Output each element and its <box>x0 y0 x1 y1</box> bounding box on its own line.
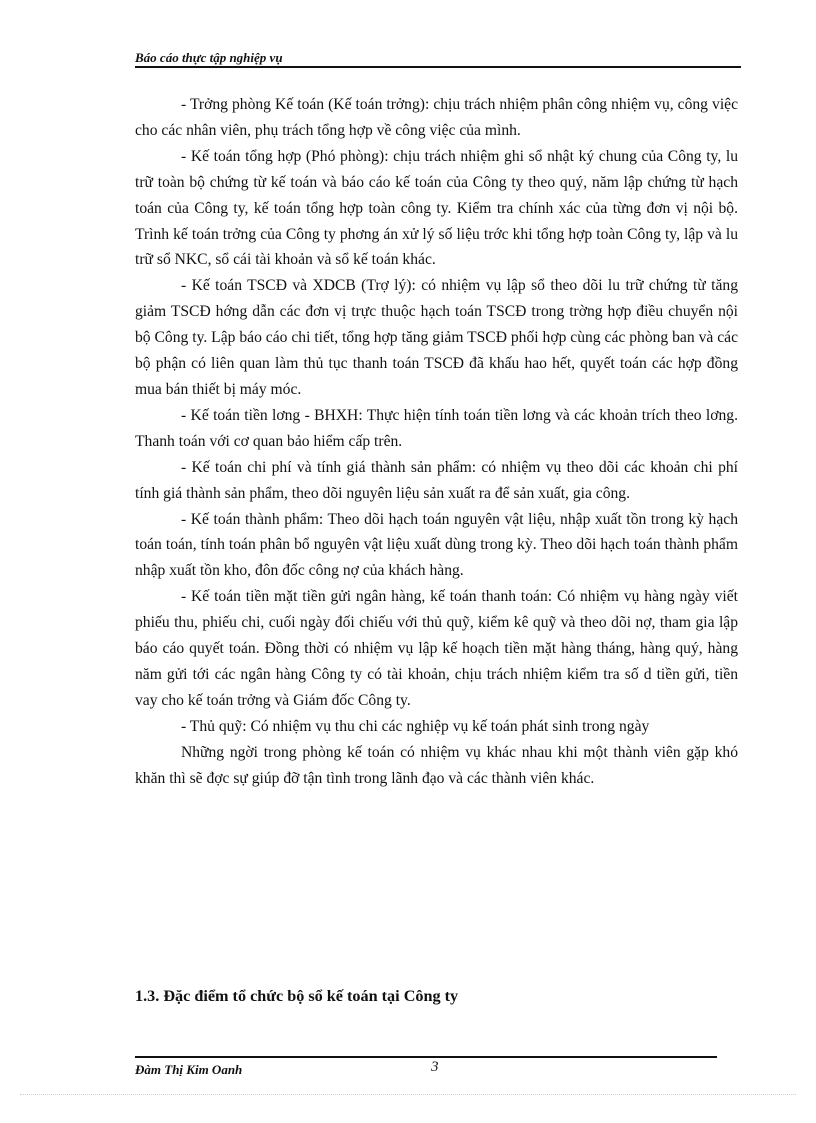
body-text <box>135 92 738 791</box>
paragraph-team-support: Những ngời trong phòng kế toán có nhiệm vụ khác nhau khi một thành viên gặp khó khăn thì sẽ đợc sự giúp đỡ tận tình trong lãnh đạo và các thành viên khác. <box>135 743 738 787</box>
footer-divider <box>135 1056 717 1058</box>
paragraph-finished-goods-accountant: - Kế toán thành phẩm: Theo dõi hạch toán nguyên vật liệu, nhập xuất tồn trong kỳ hạch toán toán, tính toán phân bổ nguyên vật liệu xuất dùng trong kỳ. Theo dõi hạch toán thành phẩm nhập xuất tồn kho, đôn đốc công nợ của khách hàng. <box>135 510 738 580</box>
paragraph-general-accountant: - Kế toán tổng hợp (Phó phòng): chịu trách nhiệm ghi sổ nhật ký chung của Công ty, lu trữ toàn bộ chứng từ kế toán và báo cáo kế toán của Công ty theo quý, năm lập chứng từ hạch toán của Công ty, kế toán tổng hợp toàn công ty. Kiểm tra chính xác của từng đơn vị nội bộ. Trình kế toán trởng của Công ty phơng án xử lý số liệu trớc khi tổng hợp toàn Công ty, lập và lu trữ sổ NKC, sổ cái tài khoản và sổ kế toán khác. <box>135 147 738 269</box>
header-title: Báo cáo thực tập nghiệp vụ <box>135 50 283 65</box>
page-bottom-border <box>20 1094 796 1095</box>
footer-author: Đàm Thị Kim Oanh <box>135 1062 243 1076</box>
paragraph-cashier: - Thủ quỹ: Có nhiệm vụ thu chi các nghiệp vụ kế toán phát sinh trong ngày <box>181 717 650 735</box>
paragraph-chief-accountant: - Trởng phòng Kế toán (Kế toán trởng): chịu trách nhiệm phân công nhiệm vụ, công việc cho các nhân viên, phụ trách tổng hợp về công việc của mình. <box>135 96 738 139</box>
page-number: 3 <box>431 1059 439 1075</box>
paragraph-fixed-asset-accountant: - Kế toán TSCĐ và XDCB (Trợ lý): có nhiệm vụ lập sổ theo dõi lu trữ chứng từ tăng giảm TSCĐ hớng dẫn các đơn vị trực thuộc hạch toán TSCĐ trong trờng hợp điều chuyển nội bộ Công ty. Lập báo cáo chi tiết, tổng hợp tăng giảm TSCĐ phối hợp cùng các phòng ban và các bộ phận có liên quan làm thủ tục thanh toán TSCĐ đã khấu hao hết, quyết toán các hợp đồng mua bán thiết bị máy móc. <box>135 277 738 398</box>
paragraph-cash-accountant: - Kế toán tiền mặt tiền gửi ngân hàng, kế toán thanh toán: Có nhiệm vụ hàng ngày viết phiếu thu, phiếu chi, cuối ngày đối chiếu với thủ quỹ, kiểm kê quỹ và theo dõi nợ, tham gia lập báo cáo quyết toán. Đồng thời có nhiệm vụ lập kế hoạch tiền mặt hàng tháng, hàng quý, hàng năm gửi tới các ngân hàng Công ty có tài khoản, chịu trách nhiệm kiểm tra số d tiền gửi, tiền vay cho kế toán trởng và Giám đốc Công ty. <box>135 588 738 709</box>
section-heading: 1.3. Đặc điểm tổ chức bộ sổ kế toán tại Công ty <box>135 987 459 1005</box>
page-header <box>135 50 741 68</box>
paragraph-payroll-accountant: - Kế toán tiền lơng - BHXH: Thực hiện tính toán tiền lơng và các khoản trích theo lơng. Thanh toán với cơ quan bảo hiểm cấp trên. <box>135 406 738 450</box>
paragraph-cost-accountant: - Kế toán chi phí và tính giá thành sản phẩm: có nhiệm vụ theo dõi các khoản chi phí tính giá thành sản phẩm, theo dõi nguyên liệu sản xuất ra để sản xuất, gia công. <box>135 458 738 502</box>
